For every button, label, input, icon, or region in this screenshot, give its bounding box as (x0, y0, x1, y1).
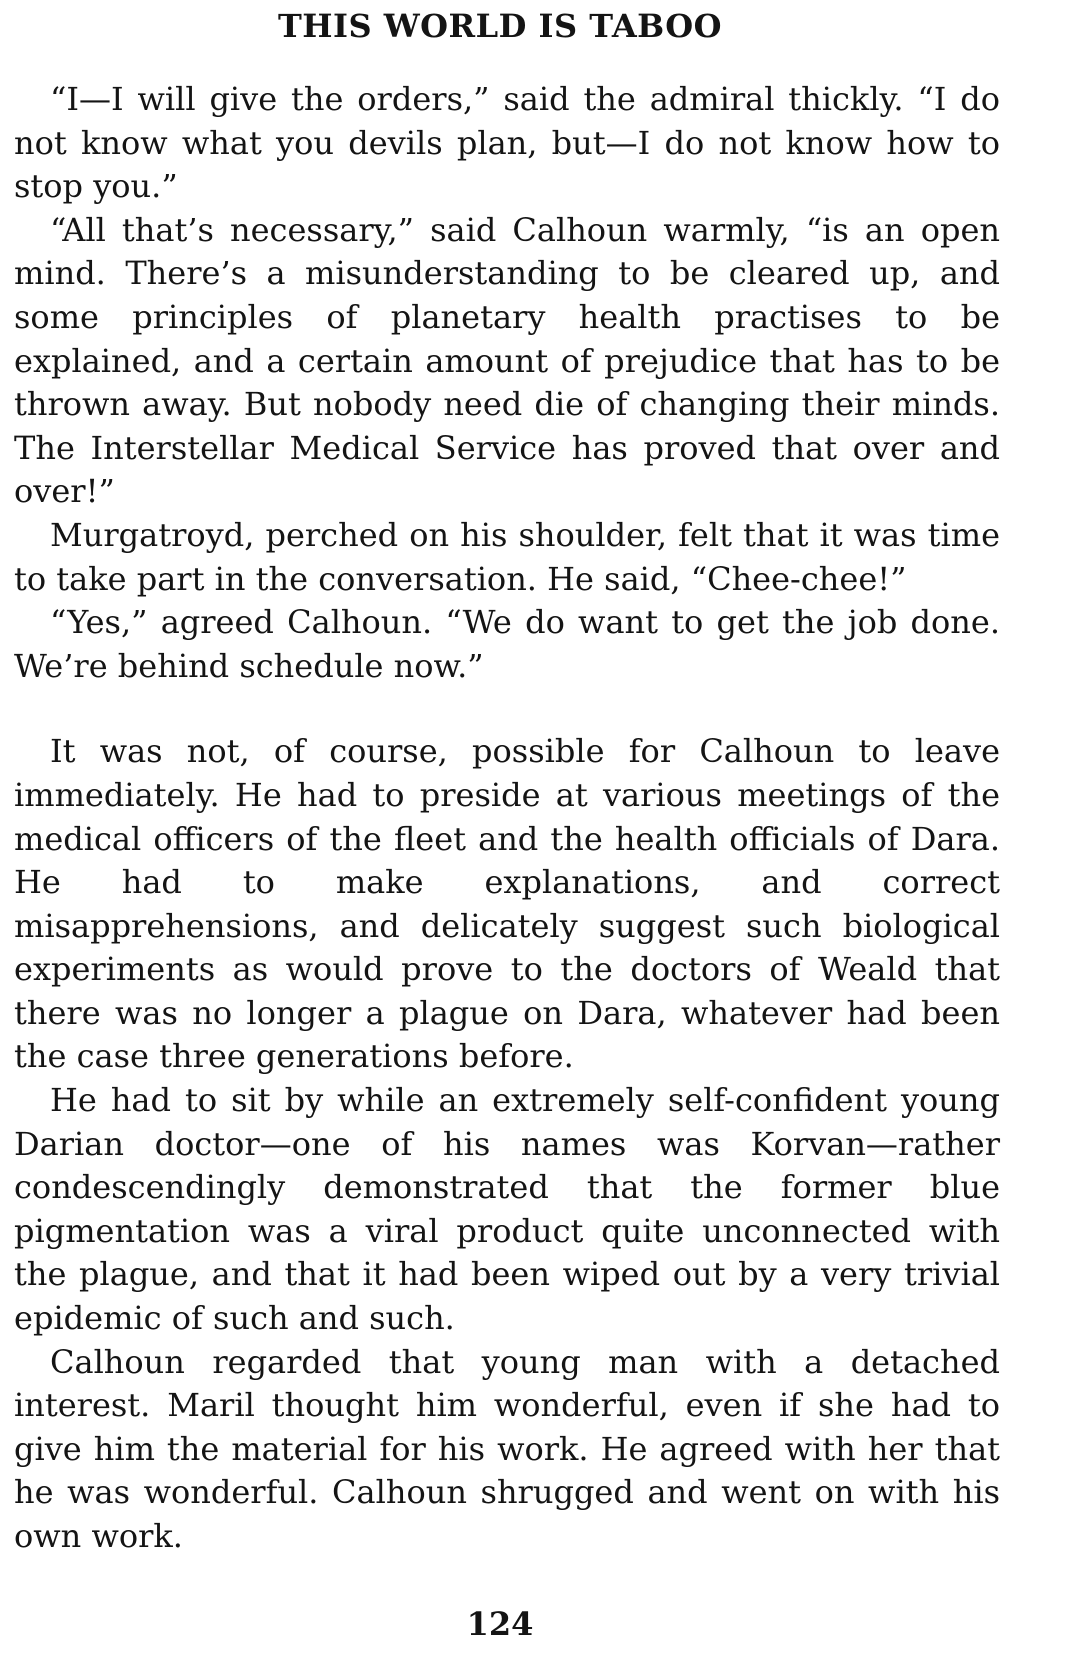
paragraph-behind-schedule: “Yes,” agreed Calhoun. “We do want to get the job done. We’re behind schedule now.” (14, 603, 1000, 685)
section-break (14, 688, 1000, 730)
page-body (14, 78, 1000, 1559)
paragraph-leave-immediately: It was not, of course, possible for Calhoun to leave immediately. He had to preside at various meetings of the medical officers of the fleet and the health officials of Dara. He had to make explanations, and correct misapprehensions, and delicately suggest such biological experiments as would prove to the doctors of Weald that there was no longer a plague on Dara, whatever had been the case three generations before. (14, 732, 1000, 1076)
page-number: 124 (466, 1605, 534, 1643)
paragraph-murgatroyd: Murgatroyd, perched on his shoulder, felt that it was time to take part in the conversation. He said, “Chee-chee!” (14, 515, 1000, 598)
paragraph-korvan: He had to sit by while an extremely self-confident young Darian doctor—one of his names was Korvan—rather condescendingly demonstrated that the former blue pigmentation was a viral product quite unconnected with the plague, and that it had been wiped out by a very trivial epidemic of such and such. (14, 1081, 1000, 1338)
paragraph-open-mind: “All that’s necessary,” said Calhoun warmly, “is an open mind. There’s a misunderstanding to be cleared up, and some principles of planetary health practises to be explained, and a certain amount of prejudice that has to be thrown away. But nobody need die of changing their minds. The Interstellar Medical Service has proved that over and over!” (14, 210, 1000, 511)
paragraph-maril: Calhoun regarded that young man with a detached interest. Maril thought him wonderful, even if she had to give him the material for his work. He agreed with her that he was wonderful. Calhoun shrugged and went on with his own work. (14, 1342, 1000, 1555)
running-head: THIS WORLD IS TABOO (277, 7, 723, 45)
paragraph-admiral-orders: “I—I will give the orders,” said the admiral thickly. “I do not know what you devils plan, but—I do not know how to stop you.” (14, 80, 1000, 206)
